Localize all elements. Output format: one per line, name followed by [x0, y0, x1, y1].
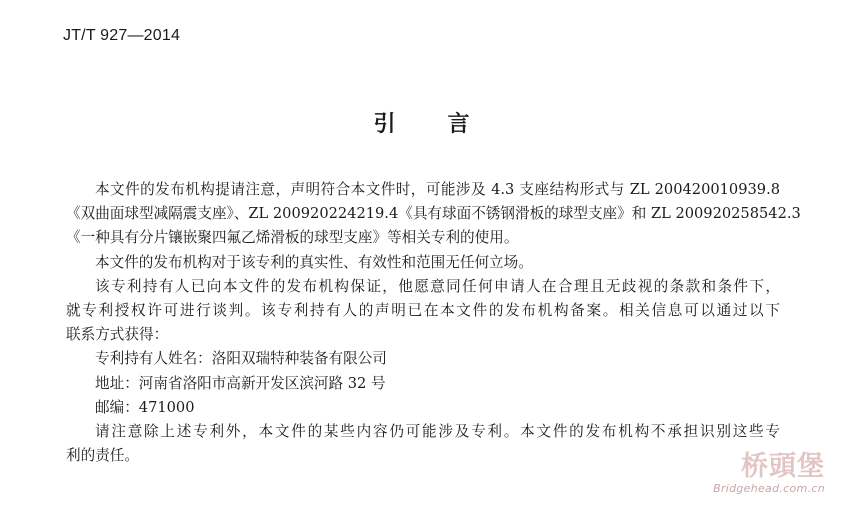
patent-holder-postcode: 邮编：471000	[95, 398, 195, 416]
section-heading	[0, 107, 843, 138]
patent-holder-address: 地址：河南省洛阳市高新开发区滨河路 32 号	[95, 374, 386, 392]
watermark	[713, 452, 825, 495]
body-line-4: 本文件的发布机构对于该专利的真实性、有效性和范围无任何立场。	[95, 253, 533, 271]
document-code: JT/T 927—2014	[63, 27, 181, 44]
body-line-3: 《一种具有分片镶嵌聚四氟乙烯滑板的球型支座》等相关专利的使用。	[66, 229, 519, 247]
body-line-5: 该专利持有人已向本文件的发布机构保证，他愿意同任何申请人在合理且无歧视的条款和条件下，	[95, 277, 780, 295]
body-line-1: 本文件的发布机构提请注意，声明符合本文件时，可能涉及 4.3 支座结构形式与 ZL 200420010939.8	[95, 181, 780, 198]
body-line-6: 就专利授权许可进行谈判。该专利持有人的声明已在本文件的发布机构备案。相关信息可以通过以下	[66, 301, 780, 319]
body-line-7: 联系方式获得：	[66, 326, 169, 344]
heading-char-2: 言	[447, 112, 470, 137]
patent-holder-name: 专利持有人姓名：洛阳双瑞特种装备有限公司	[95, 350, 387, 368]
heading-char-1: 引	[373, 112, 396, 137]
watermark-logo: 桥頭堡	[741, 451, 825, 482]
body-line-11: 请注意除上述专利外，本文件的某些内容仍可能涉及专利。本文件的发布机构不承担识别这些专	[95, 422, 780, 440]
body-line-12: 利的责任。	[66, 447, 139, 465]
document-body	[66, 178, 801, 468]
body-line-2: 《双曲面球型减隔震支座》、ZL 200920224219.4《具有球面不锈钢滑板的球型支座》和 ZL 200920258542.3	[66, 205, 801, 223]
watermark-url: Bridgehead.com.cn	[713, 482, 825, 495]
